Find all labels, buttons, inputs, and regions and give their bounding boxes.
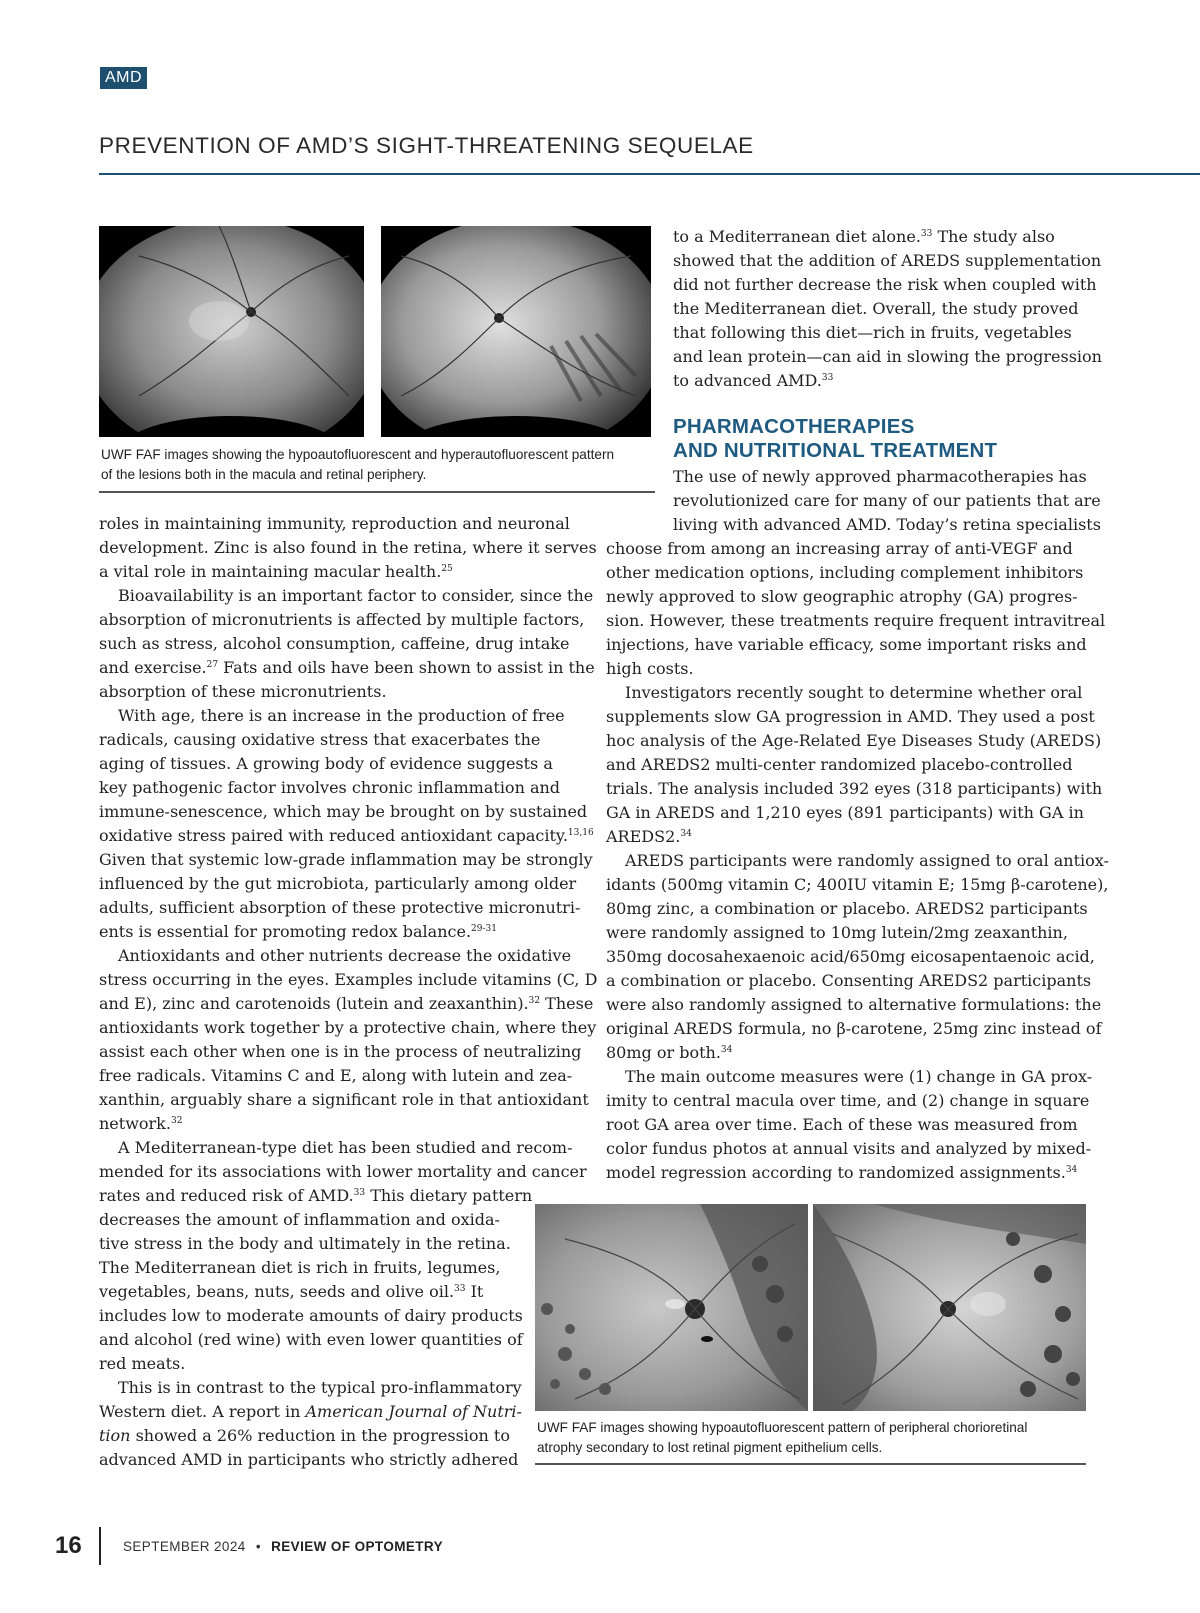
text-line: radicals, causing oxidative stress that exacerbates the (99, 730, 541, 749)
text-line: key pathogenic factor involves chronic inflammation and (99, 778, 561, 797)
section-tag: AMD (100, 67, 147, 89)
figure1-caption-rule (99, 491, 655, 493)
text-line: were randomly assigned to 10mg lutein/2mg zeaxanthin, (606, 923, 1068, 942)
text-line: Bioavailability is an important factor to consider, since the (118, 586, 594, 605)
text-line: and exercise.$^{27}$ Fats and oils have been shown to assist in the (99, 658, 595, 677)
text-line: AREDS2.34 (606, 827, 692, 846)
text-line: injections, have variable efficacy, some important risks and (606, 635, 1087, 654)
text-line: trials. The analysis included 392 eyes (318 participants) with (606, 779, 1103, 798)
text-line: Antioxidants and other nutrients decrease the oxidative (118, 946, 572, 965)
text-line: living with advanced AMD. Today’s retina specialists (673, 515, 1101, 534)
text-line: and E), zinc and carotenoids (lutein and zeaxanthin).$^{32}$ These (99, 994, 594, 1013)
text-line: other medication options, including complement inhibitors (606, 563, 1084, 582)
text-line: mended for its associations with lower mortality and cancer (99, 1162, 587, 1181)
figure2-caption-line2: atrophy secondary to lost retinal pigment epithelium cells. (537, 1440, 883, 1455)
citation: 32 (170, 1116, 183, 1126)
right-column-text (606, 537, 1109, 1185)
text-line: The main outcome measures were (1) change in GA prox- (625, 1067, 1093, 1086)
text-line: The use of newly approved pharmacotherapies has (673, 467, 1087, 486)
text-line: oxidative stress paired with reduced antioxidant capacity.$^{13,16}$ (99, 826, 594, 845)
publication-name: REVIEW OF OPTOMETRY (271, 1539, 443, 1554)
journal-title: American Journal of Nutri- (305, 1402, 522, 1421)
text-line: choose from among an increasing array of anti-VEGF and (606, 539, 1073, 558)
text-line: a vital role in maintaining macular health.$^{25}$ (99, 562, 453, 581)
text-line: absorption of these micronutrients. (99, 682, 387, 701)
text-line: roles in maintaining immunity, reproduction and neuronal (99, 514, 570, 533)
citation: 33 (454, 1284, 466, 1294)
text-line: model regression according to randomized assignments.$^{34}$ (606, 1163, 1078, 1182)
text-line: rates and reduced risk of AMD.$^{33}$ This dietary pattern (99, 1186, 533, 1205)
text-line: network.$^{32}$ (99, 1114, 183, 1133)
footer-divider (99, 1527, 101, 1565)
text-line: absorption of micronutrients is affected by multiple factors, (99, 610, 585, 629)
text-line: Given that systemic low-grade inflammation may be strongly (99, 850, 593, 869)
text-line: Western diet. A report in American Journal of Nutri- (99, 1402, 522, 1421)
citation: 34 (720, 1045, 733, 1055)
text-line: newly approved to slow geographic atrophy (GA) progres- (606, 587, 1078, 606)
text-line: hoc analysis of the Age-Related Eye Diseases Study (AREDS) (606, 731, 1102, 750)
text-line: such as stress, alcohol consumption, caffeine, drug intake (99, 634, 570, 653)
section-heading-line1: PHARMACOTHERAPIES (673, 415, 915, 438)
figure1-caption-line2: of the lesions both in the macula and retinal periphery. (101, 467, 427, 482)
text-line: that following this diet—rich in fruits, vegetables (673, 323, 1072, 342)
text-line: 80mg or both.$^{34}$ (606, 1043, 733, 1062)
text-line: xanthin, arguably share a significant role in that antioxidant (99, 1090, 589, 1109)
text-line: sion. However, these treatments require frequent intravitreal (606, 611, 1106, 630)
fundus-image-2b (813, 1204, 1086, 1411)
text-line: were also randomly assigned to alternative formulations: the (606, 995, 1102, 1014)
figure1-caption (101, 445, 661, 485)
text-line: imity to central macula over time, and (2) change in square (606, 1091, 1090, 1110)
footer-bullet: • (255, 1539, 261, 1554)
text-line: idants (500mg vitamin C; 400IU vitamin E; 15mg β-carotene), (606, 875, 1109, 894)
section-heading-line2: AND NUTRITIONAL TREATMENT (673, 439, 998, 462)
citation: 13,16 (567, 828, 594, 838)
citation: 34 (1065, 1165, 1078, 1175)
text-line: AREDS participants were randomly assigned to oral antiox- (625, 851, 1109, 870)
text-line: decreases the amount of inflammation and oxida- (99, 1210, 500, 1229)
text-line: stress occurring in the eyes. Examples include vitamins (C, D (99, 970, 598, 989)
figure1-caption-line1: UWF FAF images showing the hypoautofluorescent and hyperautofluorescent pattern (101, 447, 615, 462)
text-line: antioxidants work together by a protective chain, where they (99, 1018, 597, 1037)
text-line: development. Zinc is also found in the retina, where it serves (99, 538, 597, 557)
text-line: revolutionized care for many of our patients that are (673, 491, 1101, 510)
text-line: 350mg docosahexaenoic acid/650mg eicosapentaenoic acid, (606, 947, 1095, 966)
text-line: root GA area over time. Each of these was measured from (606, 1115, 1078, 1134)
footer-text (123, 1539, 443, 1554)
text-line: vegetables, beans, nuts, seeds and olive oil.$^{33}$ It (99, 1282, 484, 1301)
page-number: 16 (55, 1532, 82, 1559)
text-line: advanced AMD in participants who strictly adhered (99, 1450, 519, 1469)
text-line: color fundus photos at annual visits and analyzed by mixed- (606, 1139, 1092, 1158)
text-line: to a Mediterranean diet alone.$^{33}$ The study also (673, 227, 1055, 246)
fundus-image-1a (99, 226, 364, 437)
citation: 32 (528, 996, 541, 1006)
section-heading (673, 415, 997, 463)
citation: 27 (206, 660, 219, 670)
figure2-caption (537, 1418, 1097, 1458)
text-line: to advanced AMD.$^{33}$ (673, 371, 834, 390)
citation: 33 (821, 373, 834, 383)
right-intro-text (673, 465, 1103, 537)
journal-title: tion (99, 1426, 131, 1445)
text-line: and AREDS2 multi-center randomized placebo-controlled (606, 755, 1073, 774)
text-line: GA in AREDS and 1,210 eyes (891 participants) with GA in (606, 803, 1084, 822)
figure2-caption-rule (535, 1463, 1086, 1465)
text-line: and alcohol (red wine) with even lower quantities of (99, 1330, 523, 1349)
citation: 33 (920, 229, 933, 239)
text-line: assist each other when one is in the process of neutralizing (99, 1042, 582, 1061)
left-column-text (99, 512, 598, 1472)
text-line: and lean protein—can aid in slowing the progression (673, 347, 1102, 366)
citation: 34 (680, 829, 692, 839)
text-line: 80mg zinc, a combination or placebo. AREDS2 participants (606, 899, 1088, 918)
text-line: immune-senescence, which may be brought on by sustained (99, 802, 588, 821)
text-line: This is in contrast to the typical pro-inflammatory (118, 1378, 522, 1397)
text-line: A Mediterranean-type diet has been studied and recom- (118, 1138, 573, 1157)
text-line: Investigators recently sought to determine whether oral (625, 683, 1083, 702)
text-line: aging of tissues. A growing body of evidence suggests a (99, 754, 553, 773)
text-line: supplements slow GA progression in AMD. They used a post (606, 707, 1095, 726)
text-line: ents is essential for promoting redox balance.$^{29-31}$ (99, 922, 497, 941)
text-line: With age, there is an increase in the production of free (118, 706, 565, 725)
text-line: did not further decrease the risk when coupled with (673, 275, 1097, 294)
text-line: adults, sufficient absorption of these protective micronutri- (99, 898, 581, 917)
text-line: original AREDS formula, no β-carotene, 25mg zinc instead of (606, 1019, 1102, 1038)
header-rule (99, 173, 1200, 175)
citation: 25 (441, 564, 453, 574)
text-line: high costs. (606, 659, 694, 678)
page-title: PREVENTION OF AMD’S SIGHT-THREATENING SEQUELAE (99, 133, 754, 158)
text-line: red meats. (99, 1354, 186, 1373)
fundus-image-2a (535, 1204, 808, 1411)
issue-date: SEPTEMBER 2024 (123, 1539, 246, 1554)
text-line: tive stress in the body and ultimately in the retina. (99, 1234, 511, 1253)
text-line: showed that the addition of AREDS supplementation (673, 251, 1102, 270)
text-line: free radicals. Vitamins C and E, along with lutein and zea- (99, 1066, 573, 1085)
text-line: a combination or placebo. Consenting AREDS2 participants (606, 971, 1092, 990)
figure2-caption-line1: UWF FAF images showing hypoautofluorescent pattern of peripheral chorioretinal (537, 1420, 1028, 1435)
text-line: influenced by the gut microbiota, particularly among older (99, 874, 577, 893)
right-top-text (673, 225, 1103, 393)
citation: 29-31 (471, 924, 497, 934)
text-line: tion showed a 26% reduction in the progression to (99, 1426, 510, 1445)
fundus-image-1b (381, 226, 651, 437)
citation: 33 (353, 1188, 366, 1198)
text-line: the Mediterranean diet. Overall, the study proved (673, 299, 1079, 318)
text-line: The Mediterranean diet is rich in fruits, legumes, (99, 1258, 501, 1277)
text-line: includes low to moderate amounts of dairy products (99, 1306, 523, 1325)
